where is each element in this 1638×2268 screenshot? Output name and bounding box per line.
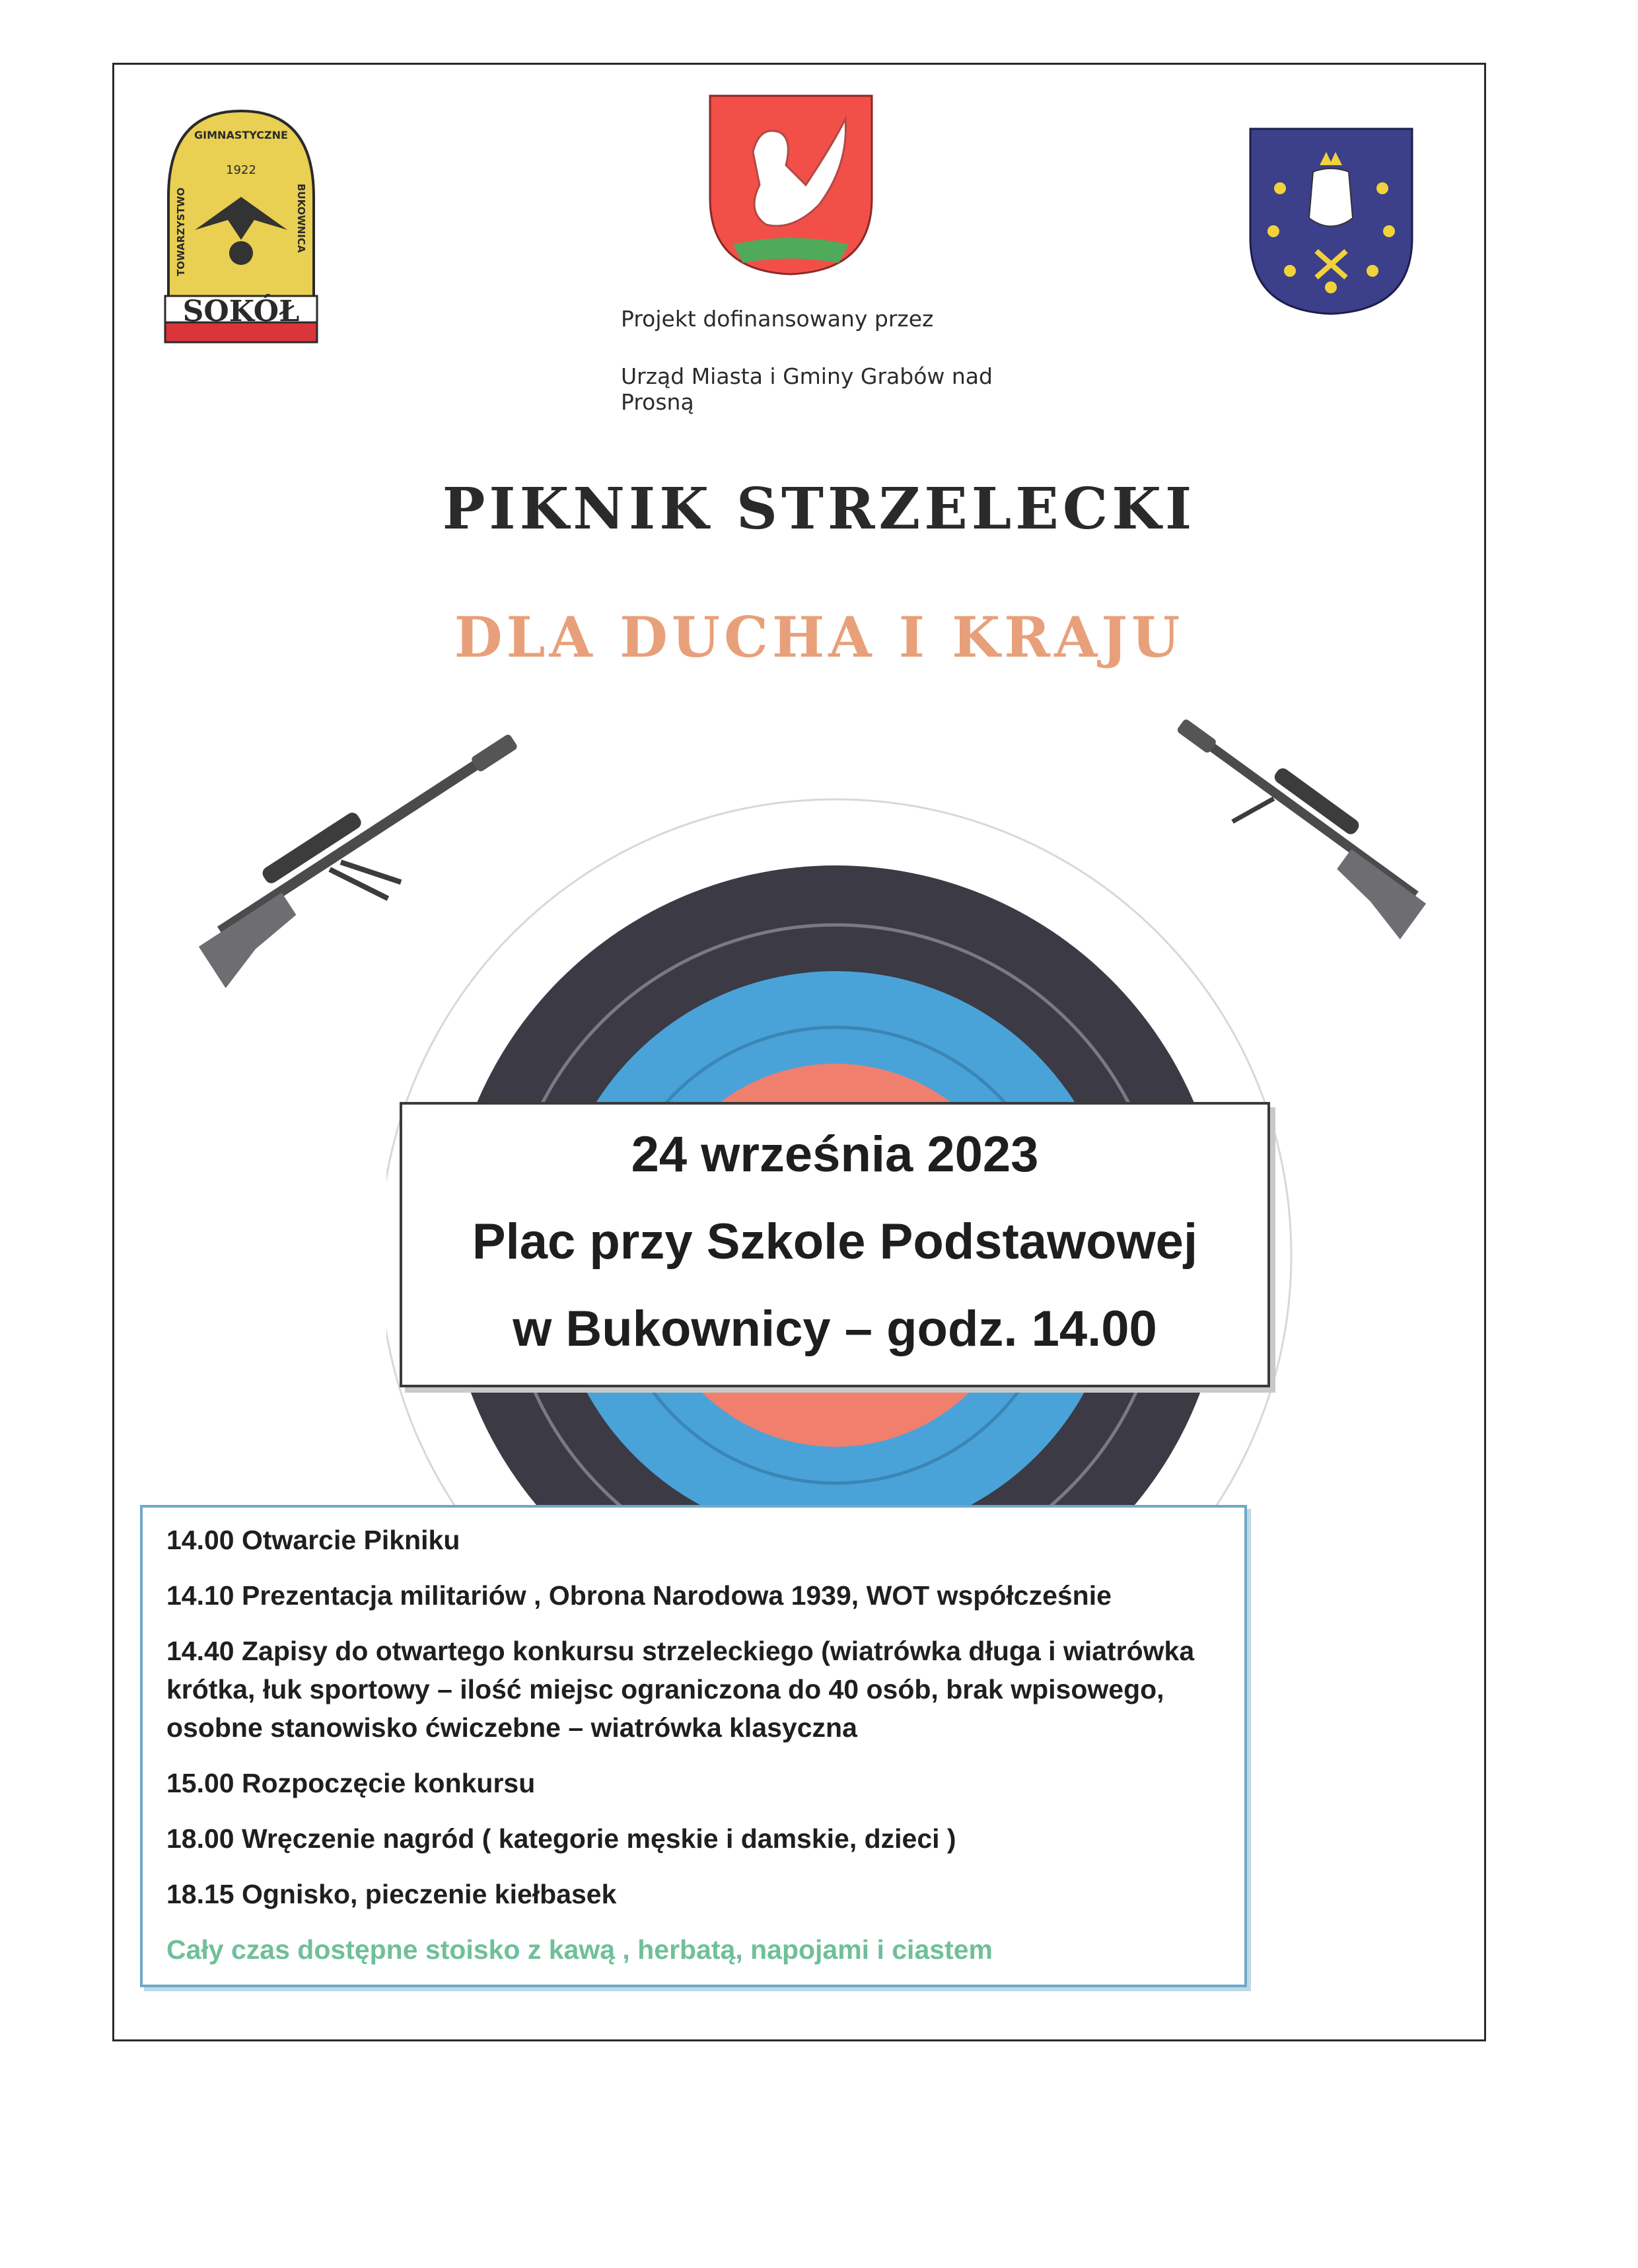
eagle-stars-crest-icon — [1247, 126, 1415, 317]
schedule-item: 14.00 Otwarcie Pikniku — [166, 1525, 460, 1555]
schedule-item: 14.10 Prezentacja militariów , Obrona Narodowa 1939, WOT współcześnie — [166, 1580, 1112, 1611]
schedule-item: 18.15 Ognisko, pieczenie kiełbasek — [166, 1879, 617, 1909]
event-location-time: w Bukownicy – godz. 14.00 — [513, 1301, 1157, 1357]
left-rifle-icon — [159, 700, 542, 1004]
page-subtitle: DLA DUCHA I KRAJU — [454, 604, 1184, 670]
sokol-emblem-icon — [155, 98, 327, 349]
schedule-box — [140, 1505, 1247, 1987]
subsidy-line-1: Projekt dofinansowany przez — [621, 306, 934, 332]
right-rifle-icon — [1149, 687, 1466, 951]
schedule-item: 18.00 Wręczenie nagród ( kategorie męskie i damskie, dzieci ) — [166, 1823, 956, 1854]
sokol-year: 1922 — [226, 163, 256, 177]
schedule-note: Cały czas dostępne stoisko z kawą , herbatą, napojami i ciastem — [166, 1934, 993, 1965]
pelican-crest-icon — [707, 92, 875, 277]
sokol-arc-right: BUKOWNICA — [295, 184, 307, 253]
schedule-item: 14.40 Zapisy do otwartego konkursu strzeleckiego (wiatrówka długa i wiatrówka krótka, łuk sportowy – ilość miejsc ograniczona do 40 osób, brak wpisowego, osobne stanowisko ćwiczebne – wiatrówka klasyczna — [166, 1636, 1195, 1743]
sokol-arc-top: GIMNASTYCZNE — [194, 129, 288, 141]
event-date: 24 września 2023 — [631, 1126, 1039, 1183]
page-title: PIKNIK STRZELECKI — [442, 476, 1196, 542]
sokol-arc-left: TOWARZYSTWO — [175, 187, 187, 276]
center-crest — [707, 92, 875, 277]
sokol-logo — [155, 98, 327, 349]
sokol-name: SOKÓŁ — [182, 295, 300, 328]
right-crest — [1247, 126, 1415, 317]
subsidy-line-2: Urząd Miasta i Gminy Grabów nad Prosną — [621, 363, 993, 415]
schedule-item: 15.00 Rozpoczęcie konkursu — [166, 1768, 536, 1798]
event-place: Plac przy Szkole Podstawowej — [472, 1214, 1198, 1270]
event-info-box — [400, 1102, 1270, 1387]
